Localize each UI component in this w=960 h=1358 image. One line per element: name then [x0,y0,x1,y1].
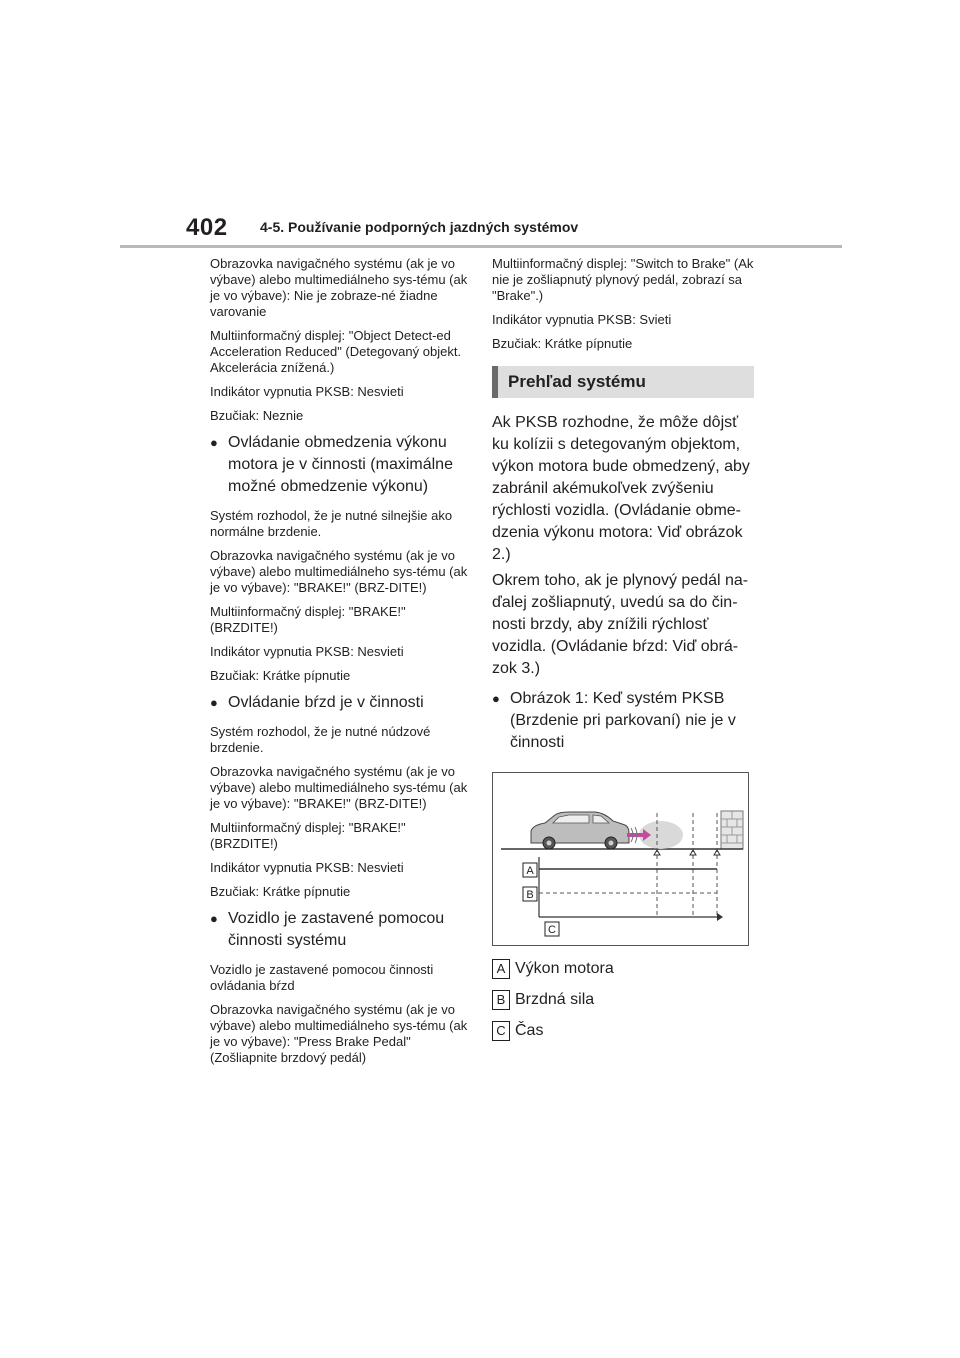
figure-label-a: A [526,865,534,877]
paragraph: Indikátor vypnutia PKSB: Nesvieti [210,644,404,659]
paragraph: Bzučiak: Krátke pípnutie [210,884,351,899]
bullet-heading: ● Vozidlo je zastavené pomocou činnosti systému [210,908,472,952]
paragraph: Indikátor vypnutia PKSB: Nesvieti [210,384,404,399]
paragraph: Multiinformačný displej: "Switch to Brake" (Ak nie je zošliapnutý plynový pedál, zobrazí sa "Brake".) [492,256,754,303]
time-axis-arrow-icon [717,913,723,921]
bullet-heading: ● Obrázok 1: Keď systém PKSB (Brzdenie pri parkovaní) nie je v činnosti [492,688,754,754]
body-paragraph: Ak PKSB rozhodne, že môže dôjsť ku kolízii s detegovaným objektom, výkon motora bude obmedzený, aby zabránil akémukoľvek zvýšeniu rýchlosti vozidla. (Ovládanie obme-dzenia výkonu motora: Viď obrázok 2.) [492,414,750,563]
paragraph: Obrazovka navigačného systému (ak je vo výbave) alebo multimediálneho sys-tému (ak je vo výbave): "Press Brake Pedal" (Zošliapnite brzdový pedál) [210,1002,468,1065]
header-rule [120,245,842,248]
legend-item-a [492,958,754,980]
paragraph: Vozidlo je zastavené pomocou činnosti ovládania bŕzd [210,962,434,993]
figure-svg [493,773,748,945]
paragraph: Indikátor vypnutia PKSB: Svieti [492,312,672,327]
legend-item-b [492,989,754,1011]
paragraph: Bzučiak: Krátke pípnutie [492,336,633,351]
legend-key: B [492,990,510,1010]
right-column [492,256,754,1051]
paragraph: Multiinformačný displej: "Object Detect-ed Acceleration Reduced" (Detegovaný objekt. Akcelerácia znížená.) [210,328,462,375]
legend-key: C [492,1021,510,1041]
legend-key: A [492,959,510,979]
paragraph: Bzučiak: Krátke pípnutie [210,668,351,683]
legend-text: Výkon motora [515,960,614,977]
bullet-heading: ● Ovládanie obmedzenia výkonu motora je v činnosti (maximálne možné obmedzenie výkonu) [210,432,472,498]
paragraph: Multiinformačný displej: "BRAKE!" (BRZDITE!) [210,604,406,635]
body-paragraph: Okrem toho, ak je plynový pedál na-ďalej zošliapnutý, uvedú sa do čin-nosti brzdy, aby znížili rýchlosť vozidla. (Ovládanie bŕzd: Viď obrá-zok 3.) [492,572,749,677]
left-column [210,256,472,1074]
legend-item-c [492,1020,754,1042]
paragraph: Systém rozhodol, že je nutné silnejšie ako normálne brzdenie. [210,508,453,539]
paragraph: Bzučiak: Neznie [210,408,304,423]
paragraph: Obrazovka navigačného systému (ak je vo výbave) alebo multimediálneho sys-tému (ak je vo výbave): "BRAKE!" (BRZ-DITE!) [210,548,468,595]
paragraph: Obrazovka navigačného systému (ak je vo výbave) alebo multimediálneho sys-tému (ak je vo výbave): Nie je zobraze-né žiadne varovanie [210,256,468,319]
bullet-heading: ● Ovládanie bŕzd je v činnosti [210,692,472,714]
wall-icon [721,811,743,849]
paragraph: Indikátor vypnutia PKSB: Nesvieti [210,860,404,875]
page-number: 402 [186,214,228,241]
paragraph: Obrazovka navigačného systému (ak je vo výbave) alebo multimediálneho sys-tému (ak je vo výbave): "BRAKE!" (BRZ-DITE!) [210,764,468,811]
paragraph: Multiinformačný displej: "BRAKE!" (BRZDITE!) [210,820,406,851]
figure-pksb-diagram [492,772,749,946]
section-title: 4-5. Používanie podporných jazdných systémov [260,219,579,235]
paragraph: Systém rozhodol, že je nutné núdzové brzdenie. [210,724,431,755]
section-heading: Prehľad systému [492,366,754,398]
figure-label-b: B [526,889,534,901]
legend-text: Brzdná sila [515,991,595,1008]
car-icon [531,812,629,849]
legend-text: Čas [515,1022,544,1039]
figure-label-c: C [548,924,556,936]
